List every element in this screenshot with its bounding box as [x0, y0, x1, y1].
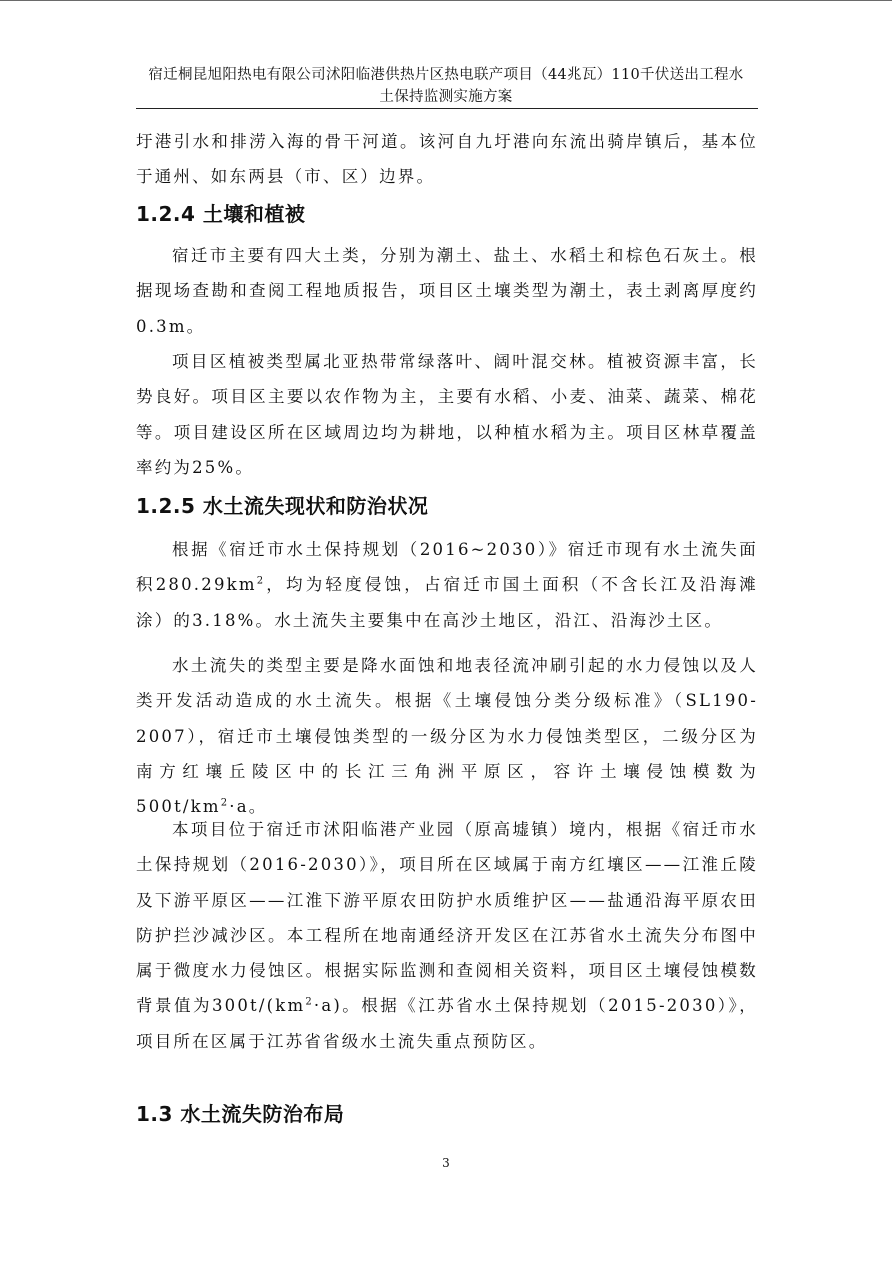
- paragraph-erosion-area: [136, 532, 758, 638]
- text-span: ·a)。根据《江苏省水土保持规划（2015-2030）》，项目所在区属于江苏省省级水土流失重点预防区。: [136, 996, 758, 1051]
- page-number: 3: [442, 1156, 450, 1170]
- section-heading-1-2-4: 1.2.4 土壤和植被: [136, 202, 306, 226]
- header-line-1: 宿迁桐昆旭阳热电有限公司沭阳临港供热片区热电联产项目（44兆瓦）110千伏送出工程水: [148, 67, 744, 83]
- text-span: 水土流失的类型主要是降水面蚀和地表径流冲刷引起的水力侵蚀以及人类开发活动造成的水土流失。根据《土壤侵蚀分类分级标准》（SL190-2007），宿迁市土壤侵蚀类型的一级分区为水力侵蚀类型区，二级分区为南方红壤丘陵区中的长江三角洲平原区，容许土壤侵蚀模数为500t/km: [136, 656, 758, 817]
- superscript: 2: [256, 575, 266, 587]
- text-span: ，均为轻度侵蚀，占宿迁市国土面积（不含长江及沿海滩涂）的3.18%。水土流失主要集中在高沙土地区，沿江、沿海沙土区。: [136, 575, 759, 630]
- text-span: 本项目位于宿迁市沭阳临港产业园（原高墟镇）境内，根据《宿迁市水土保持规划（2016-2030）》，项目所在区域属于南方红壤区——江淮丘陵及下游平原区——江淮下游平原农田防护水质维护区——盐通沿海平原农田防护拦沙减沙区。本工程所在地南通经济开发区在江苏省水土流失分布图中属于微度水力侵蚀区。根据实际监测和查阅相关资料，项目区土壤侵蚀模数背景值为300t/(km: [136, 820, 758, 1016]
- paragraph-soil-types: 宿迁市主要有四大土类，分别为潮土、盐土、水稻土和棕色石灰土。根据现场查勘和查阅工程地质报告，项目区土壤类型为潮土，表土剥离厚度约0.3m。: [136, 246, 758, 336]
- text-span: 根据《宿迁市水土保持规划（2016~2030）》宿迁市现有水土流失面积280.29km: [136, 540, 758, 595]
- header-line-2: 土保持监测实施方案: [379, 89, 513, 105]
- paragraph-project-location: [136, 812, 758, 1059]
- paragraph-erosion-types: [136, 648, 758, 824]
- section-heading-1-3: 1.3 水土流失防治布局: [136, 1102, 345, 1126]
- section-heading-1-2-5: 1.2.5 水土流失现状和防治状况: [136, 494, 429, 518]
- text-span: ·a。: [229, 797, 268, 817]
- header-rule: [136, 108, 758, 109]
- superscript: 2: [220, 797, 230, 809]
- running-header: [130, 64, 762, 108]
- superscript: 2: [305, 996, 314, 1008]
- top-border-line: [0, 0, 892, 1]
- paragraph-vegetation: 项目区植被类型属北亚热带常绿落叶、阔叶混交林。植被资源丰富，长势良好。项目区主要以农作物为主，主要有水稻、小麦、油菜、蔬菜、棉花等。项目建设区所在区域周边均为耕地，以种植水稻为主。项目区林草覆盖率约为25%。: [136, 352, 758, 477]
- paragraph-river-continued: 圩港引水和排涝入海的骨干河道。该河自九圩港向东流出骑岸镇后，基本位于通州、如东两县（市、区）边界。: [136, 132, 758, 187]
